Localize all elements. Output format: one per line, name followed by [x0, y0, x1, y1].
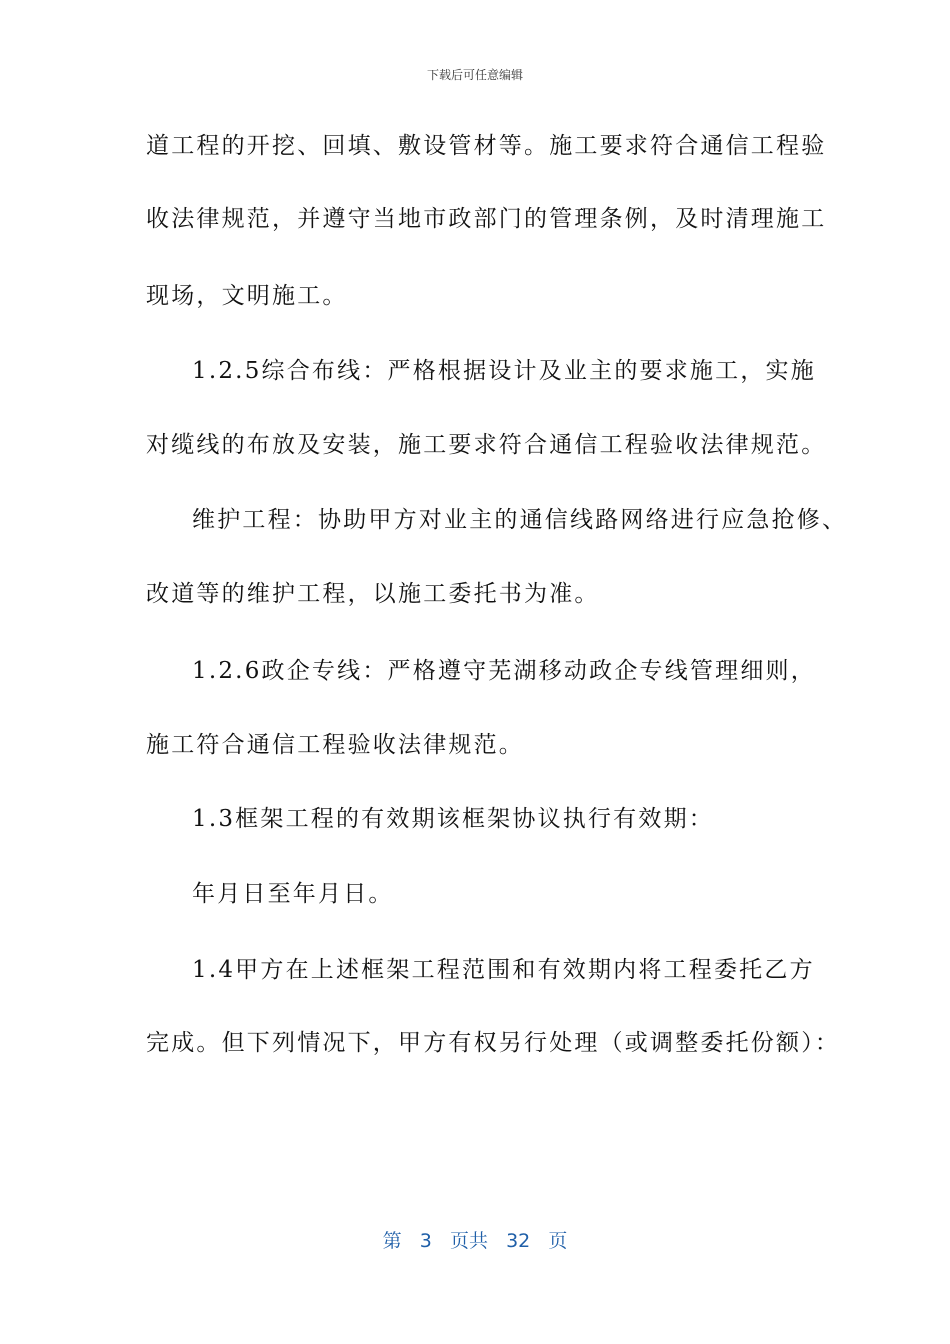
paragraph-line-2: 收法律规范，并遵守当地市政部门的管理条例，及时清理施工: [146, 206, 827, 232]
paragraph-line-3: 现场，文明施工。: [146, 283, 348, 309]
paragraph-line-8: 1.2.6政企专线：严格遵守芜湖移动政企专线管理细则，: [192, 658, 816, 684]
footer-total-pages: 32: [506, 1230, 531, 1252]
page-header: 下载后可任意编辑: [426, 68, 523, 82]
paragraph-line-13: 完成。但下列情况下，甲方有权另行处理（或调整委托份额）：: [146, 1030, 841, 1056]
footer-middle: 页共: [449, 1230, 488, 1252]
footer-suffix: 页: [548, 1230, 568, 1252]
paragraph-line-5: 对缆线的布放及安装，施工要求符合通信工程验收法律规范。: [146, 432, 827, 458]
paragraph-line-6: 维护工程：协助甲方对业主的通信线路网络进行应急抢修、: [192, 507, 848, 533]
paragraph-line-9: 施工符合通信工程验收法律规范。: [146, 732, 524, 758]
paragraph-line-7: 改道等的维护工程，以施工委托书为准。: [146, 581, 600, 607]
page-footer: [0, 1226, 950, 1253]
paragraph-line-10: 1.3框架工程的有效期该框架协议执行有效期：: [192, 806, 714, 832]
footer-prefix: 第: [382, 1230, 402, 1252]
footer-page-number: 3: [419, 1230, 432, 1252]
paragraph-line-11: 年月日至年月日。: [192, 881, 394, 907]
paragraph-line-1: 道工程的开挖、回填、敷设管材等。施工要求符合通信工程验: [146, 133, 827, 159]
paragraph-line-4: 1.2.5综合布线：严格根据设计及业主的要求施工，实施: [192, 358, 816, 384]
paragraph-line-12: 1.4甲方在上述框架工程范围和有效期内将工程委托乙方: [192, 957, 815, 983]
